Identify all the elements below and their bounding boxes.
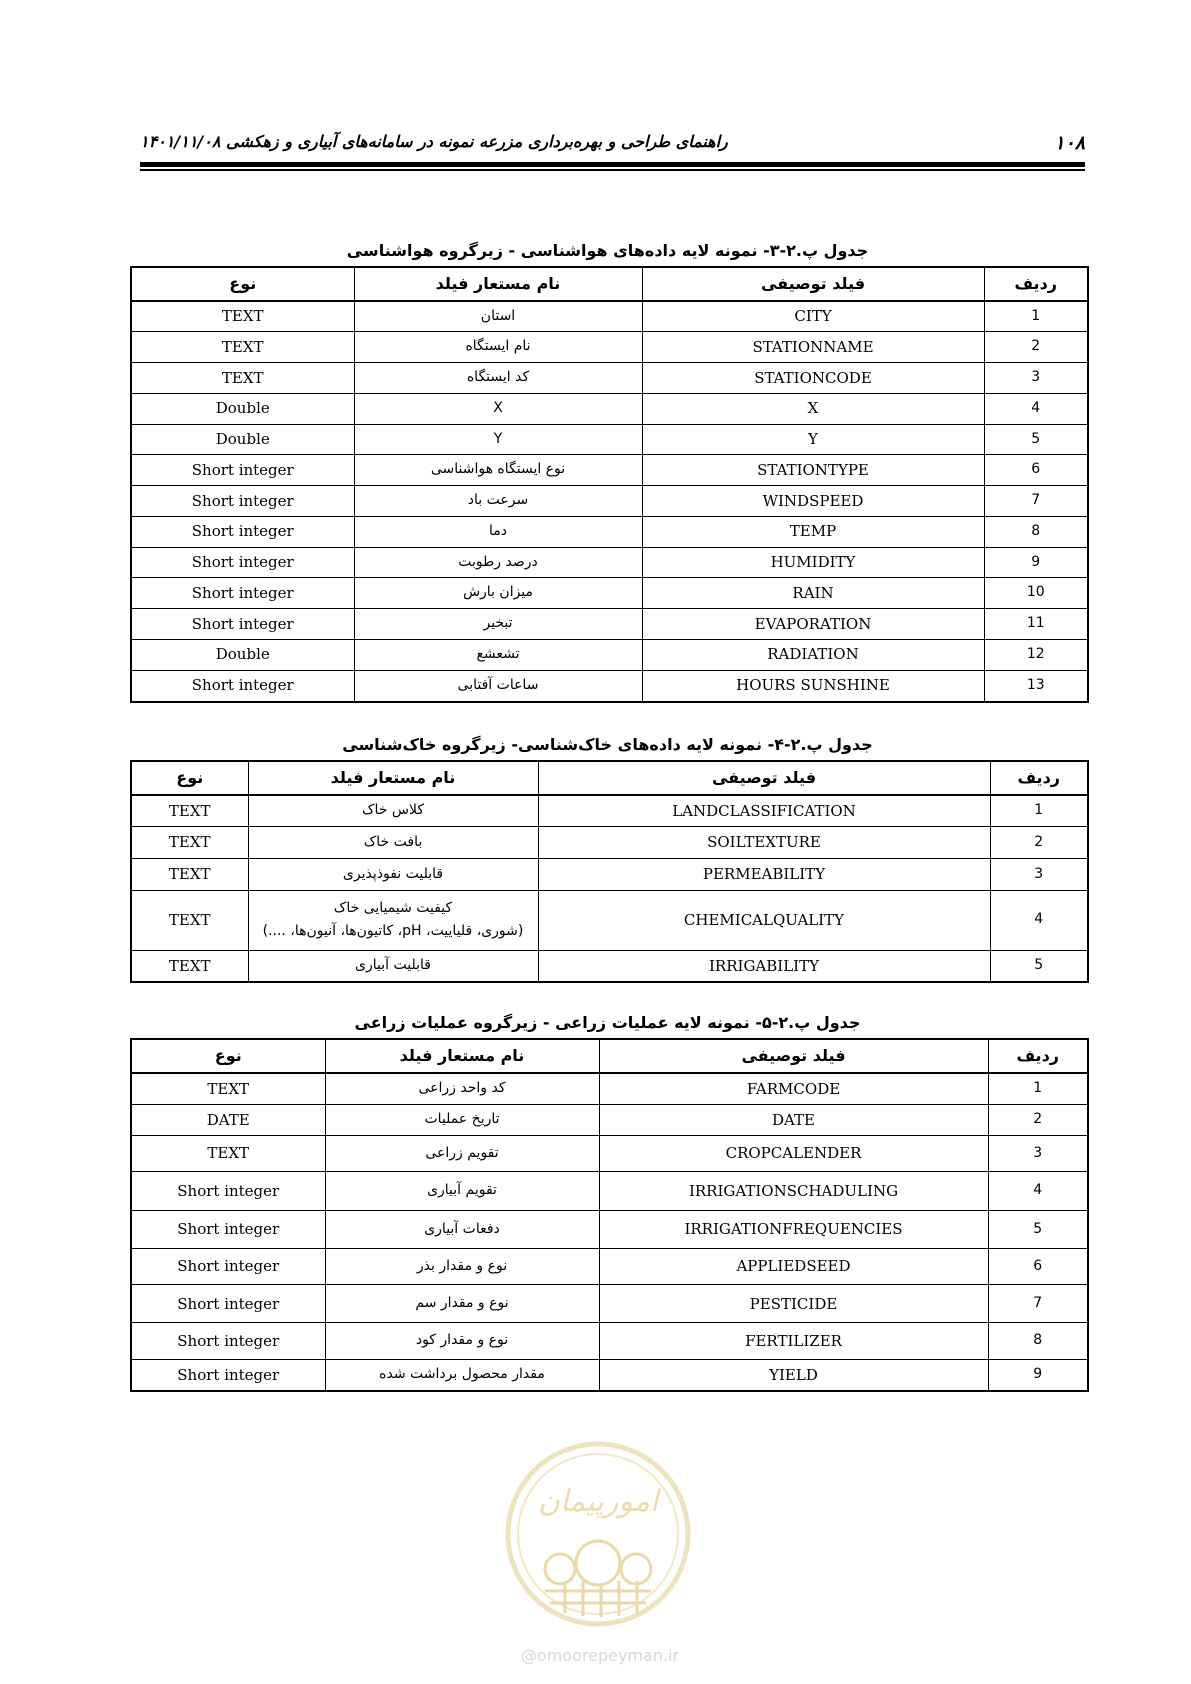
table-row [131,827,1088,859]
alias-name-cell: دما [354,516,642,547]
alias-name-cell: میزان بارش [354,578,642,609]
description-field-cell: FERTILIZER [599,1323,988,1360]
col-header-desc: فیلد توصیفی [642,267,984,301]
table-row [131,795,1088,827]
description-field-cell: SOILTEXTURE [538,827,990,859]
row-number-cell: 4 [990,890,1088,950]
type-cell: TEXT [131,1073,325,1104]
type-cell: Double [131,393,354,424]
type-cell: Short integer [131,547,354,578]
col-header-row: ردیف [984,267,1088,301]
table-row [131,301,1088,332]
table-header-row [131,267,1088,301]
alias-name-cell: نوع و مقدار کود [325,1323,599,1360]
alias-detail-line: (شوری، قلیاییت، pH، کاتیون‌ها، آنیون‌ها، ....) [262,923,524,940]
col-header-type: نوع [131,761,248,795]
alias-line: کیفیت شیمیایی خاک [333,899,453,916]
description-field-cell: IRRIGABILITY [538,950,990,982]
table-row [131,578,1088,609]
table-row [131,455,1088,486]
table-row [131,1171,1088,1210]
table-body [131,1073,1088,1391]
table-row [131,1073,1088,1104]
alias-name-cell: ساعات آفتابی [354,670,642,702]
alias-name-cell: کد ایستگاه [354,363,642,394]
alias-name-cell: نوع و مقدار سم [325,1285,599,1323]
row-number-cell: 5 [984,424,1088,455]
type-cell: Short integer [131,1248,325,1285]
table-row [131,516,1088,547]
alias-name-cell: تقویم زراعی [325,1136,599,1172]
type-cell: Short integer [131,455,354,486]
table-farming [130,1038,1089,1392]
table-row [131,670,1088,702]
description-field-cell: FARMCODE [599,1073,988,1104]
type-cell: Short integer [131,1171,325,1210]
description-field-cell: CITY [642,301,984,332]
description-field-cell: HUMIDITY [642,547,984,578]
alias-name-cell: Y [354,424,642,455]
description-field-cell: STATIONNAME [642,332,984,363]
table3-caption: جدول پ.۲-۵- نمونه لایه عملیات زراعی - زیرگروه عملیات زراعی [354,1013,861,1032]
header-rule-thick [140,162,1085,167]
type-cell: Short integer [131,1210,325,1248]
row-number-cell: 12 [984,639,1088,670]
row-number-cell: 5 [988,1210,1088,1248]
row-number-cell: 1 [990,795,1088,827]
row-number-cell: 3 [984,363,1088,394]
row-number-cell: 7 [984,486,1088,517]
description-field-cell: EVAPORATION [642,609,984,640]
table-row [131,1104,1088,1135]
alias-name-cell: قابلیت آبیاری [248,950,538,982]
col-header-row: ردیف [988,1039,1088,1073]
table-row [131,547,1088,578]
running-title: راهنمای طراحی و بهره‌برداری مزرعه نمونه در سامانه‌های آبیاری و زهکشی ۱۴۰۱/۱۱/۰۸ [140,132,728,151]
row-number-cell: 3 [988,1136,1088,1172]
type-cell: Short integer [131,1360,325,1391]
type-cell: Short integer [131,486,354,517]
omoorepeyman-seal-logo-icon [505,1441,691,1627]
alias-name-cell: سرعت باد [354,486,642,517]
type-cell: TEXT [131,332,354,363]
type-cell: Short integer [131,1323,325,1360]
table-header-row [131,1039,1088,1073]
alias-name-cell: تبخیر [354,609,642,640]
description-field-cell: PERMEABILITY [538,858,990,890]
row-number-cell: 1 [984,301,1088,332]
header-rule-thin [140,169,1085,171]
description-field-cell: RADIATION [642,639,984,670]
type-cell: TEXT [131,363,354,394]
table-row [131,950,1088,982]
alias-name-cell: تشعشع [354,639,642,670]
description-field-cell: STATIONCODE [642,363,984,394]
row-number-cell: 10 [984,578,1088,609]
row-number-cell: 13 [984,670,1088,702]
table-row [131,1323,1088,1360]
type-cell: Double [131,424,354,455]
description-field-cell: Y [642,424,984,455]
row-number-cell: 9 [984,547,1088,578]
col-header-alias: نام مستعار فیلد [354,267,642,301]
alias-name-cell: تاریخ عملیات [325,1104,599,1135]
row-number-cell: 8 [984,516,1088,547]
page-header [140,124,1085,164]
alias-name-cell: کد واحد زراعی [325,1073,599,1104]
page-number: ۱۰۸ [1054,132,1085,154]
alias-name-cell: دفعات آبیاری [325,1210,599,1248]
description-field-cell: YIELD [599,1360,988,1391]
description-field-cell: WINDSPEED [642,486,984,517]
type-cell: TEXT [131,827,248,859]
col-header-alias: نام مستعار فیلد [325,1039,599,1073]
logo-text: امورپیمان [537,1484,659,1519]
col-header-desc: فیلد توصیفی [599,1039,988,1073]
description-field-cell: CHEMICALQUALITY [538,890,990,950]
row-number-cell: 2 [990,827,1088,859]
table2-caption: جدول پ.۲-۴- نمونه لایه داده‌های خاک‌شناسی- زیرگروه خاک‌شناسی [342,735,873,754]
type-cell: TEXT [131,795,248,827]
alias-name-cell: قابلیت نفوذپذیری [248,858,538,890]
row-number-cell: 6 [988,1248,1088,1285]
alias-name-cell: مقدار محصول برداشت شده [325,1360,599,1391]
type-cell: DATE [131,1104,325,1135]
row-number-cell: 1 [988,1073,1088,1104]
table-header-row [131,761,1088,795]
description-field-cell: DATE [599,1104,988,1135]
table-row [131,639,1088,670]
table-row [131,393,1088,424]
row-number-cell: 3 [990,858,1088,890]
row-number-cell: 6 [984,455,1088,486]
col-header-row: ردیف [990,761,1088,795]
description-field-cell: X [642,393,984,424]
row-number-cell: 2 [988,1104,1088,1135]
type-cell: Short integer [131,609,354,640]
alias-name-cell: کلاس خاک [248,795,538,827]
description-field-cell: APPLIEDSEED [599,1248,988,1285]
row-number-cell: 7 [988,1285,1088,1323]
alias-name-cell: X [354,393,642,424]
table-row [131,1285,1088,1323]
table-row [131,1210,1088,1248]
table-row [131,1248,1088,1285]
alias-name-cell: درصد رطوبت [354,547,642,578]
table-row [131,332,1088,363]
col-header-type: نوع [131,267,354,301]
table-row [131,609,1088,640]
row-number-cell: 4 [988,1171,1088,1210]
table-row [131,1136,1088,1172]
table-meteorology [130,266,1089,703]
col-header-alias: نام مستعار فیلد [248,761,538,795]
type-cell: TEXT [131,301,354,332]
row-number-cell: 11 [984,609,1088,640]
type-cell: Double [131,639,354,670]
table-row [131,1360,1088,1391]
alias-name-cell [248,890,538,950]
type-cell: Short integer [131,1285,325,1323]
table-row [131,890,1088,950]
alias-name-cell: استان [354,301,642,332]
type-cell: TEXT [131,1136,325,1172]
watermark-text: @omoorepeyman.ir [520,1646,680,1665]
row-number-cell: 9 [988,1360,1088,1391]
alias-name-cell: تقویم آبیاری [325,1171,599,1210]
type-cell: TEXT [131,890,248,950]
description-field-cell: HOURS SUNSHINE [642,670,984,702]
table-row [131,858,1088,890]
table-row [131,424,1088,455]
description-field-cell: LANDCLASSIFICATION [538,795,990,827]
row-number-cell: 5 [990,950,1088,982]
row-number-cell: 4 [984,393,1088,424]
alias-name-cell: نوع و مقدار بذر [325,1248,599,1285]
type-cell: Short integer [131,578,354,609]
description-field-cell: IRRIGATIONFREQUENCIES [599,1210,988,1248]
type-cell: Short integer [131,670,354,702]
table-soil [130,760,1089,983]
table-body [131,795,1088,982]
alias-name-cell: نوع ایستگاه هواشناسی [354,455,642,486]
row-number-cell: 2 [984,332,1088,363]
description-field-cell: STATIONTYPE [642,455,984,486]
table-row [131,363,1088,394]
col-header-desc: فیلد توصیفی [538,761,990,795]
alias-name-cell: بافت خاک [248,827,538,859]
type-cell: TEXT [131,950,248,982]
alias-name-cell: نام ایستگاه [354,332,642,363]
row-number-cell: 8 [988,1323,1088,1360]
description-field-cell: IRRIGATIONSCHADULING [599,1171,988,1210]
description-field-cell: RAIN [642,578,984,609]
col-header-type: نوع [131,1039,325,1073]
table1-caption: جدول پ.۲-۳- نمونه لایه داده‌های هواشناسی - زیرگروه هواشناسی [346,241,869,260]
table-body [131,301,1088,702]
type-cell: Short integer [131,516,354,547]
type-cell: TEXT [131,858,248,890]
table-row [131,486,1088,517]
description-field-cell: TEMP [642,516,984,547]
description-field-cell: CROPCALENDER [599,1136,988,1172]
description-field-cell: PESTICIDE [599,1285,988,1323]
